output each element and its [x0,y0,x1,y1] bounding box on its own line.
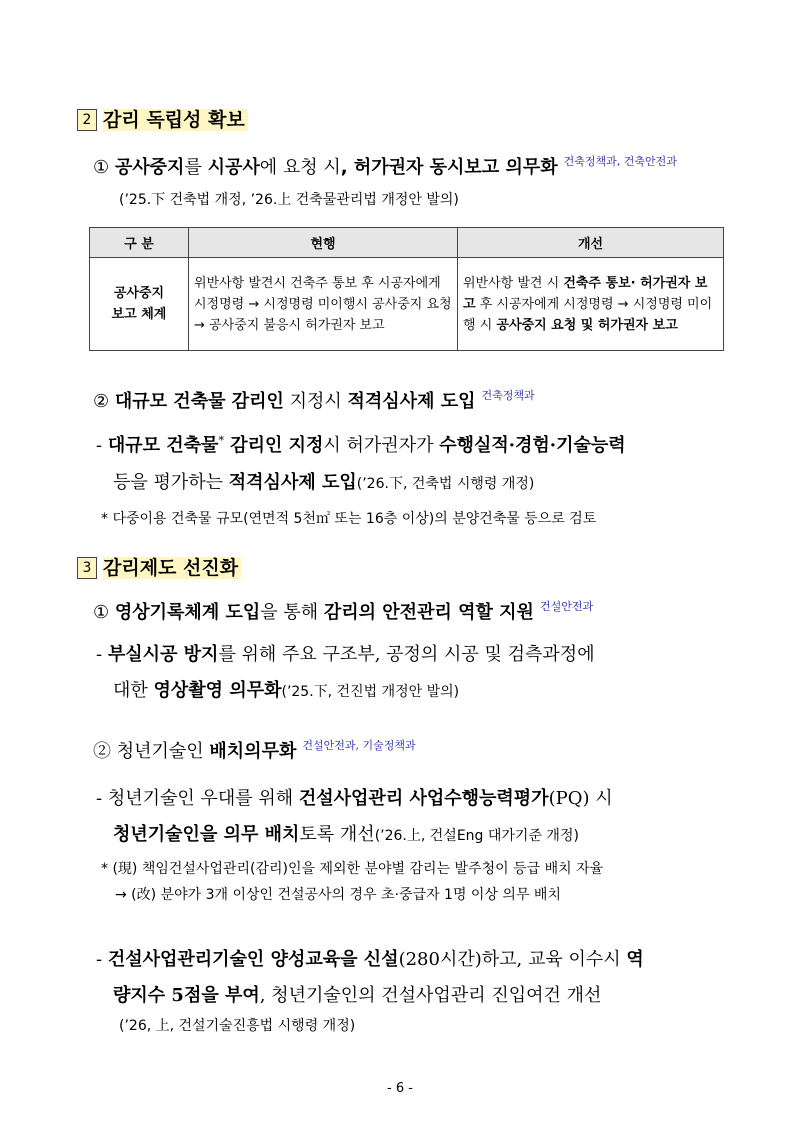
table-row-label [90,258,189,351]
row-label-line: 공사중지 [113,286,165,301]
dash-marker: - [96,435,103,456]
item-text: 를 위해 주요 구조부, 공정의 시공 및 검측과정에 [218,644,595,665]
department-tag: 건설안전과, 기술정책과 [302,739,416,752]
comparison-table [89,227,724,351]
section-title-text: 감리제도 선진화 [103,557,241,579]
table-header-row [90,228,724,258]
cell-text: 후 시공자에게 시정명령 → 시정명령 미이행 시 [463,296,713,333]
cell-bold-text: 공사중지 요청 및 허가권자 보고 [496,317,678,333]
item-video-recording [93,598,593,624]
row-label-line: 보고 체계 [111,307,167,322]
item-text: 을 통해 [260,602,324,623]
item-bold-text: 적격심사제 도입 [347,391,476,412]
item-text: 청년기술인 우대를 위해 [107,788,299,809]
bullet-continuation [113,981,601,1007]
item-bold-text: 적격심사제 도입 [228,472,357,493]
table-header-improved: 개선 [458,228,724,258]
item-bold-text: 건설사업관리기술인 양성교육을 신설 [107,949,399,970]
department-tag: 건축정책과 [481,389,535,402]
item-text: 등을 평가하는 [113,472,229,493]
item-large-building-supervision [93,387,535,413]
item-text: 시 허가권자가 [323,435,440,456]
item-text: 대한 [113,680,154,701]
section-title-text: 감리 독립성 확보 [103,109,248,131]
section-number-box: 3 [77,557,97,579]
table-header-category: 구 분 [90,228,189,258]
section-number-box: 2 [77,109,97,131]
dash-marker: - [96,788,103,809]
bullet-line [96,945,644,971]
cell-bold-text: 건축주 통보· 허가권자 보고 [463,275,708,312]
bullet-line [96,640,595,666]
dash-marker: - [96,949,103,970]
schedule-note: (’26.下, 건축법 시행령 개정) [356,476,535,492]
item-marker: ② [93,741,111,762]
item-text: (280시간)하고, 교육 이수시 [398,949,627,970]
table-cell-improved [458,258,724,351]
item-bold-text: 부실시공 방지 [107,644,219,665]
item-bold-text: 감리인 지정 [223,435,324,456]
item-bold-text: 청년기술인을 의무 배치 [113,824,300,845]
bullet-continuation [113,468,534,494]
item-construction-halt [93,153,677,179]
dash-marker: - [96,644,103,665]
item-bold-text: 영상기록체계 도입 [114,602,261,623]
schedule-note: (’26.上, 건설Eng 대가기준 개정) [374,828,579,844]
bullet-line [96,784,613,810]
bullet-continuation [113,676,459,702]
bullet-continuation [113,820,579,846]
item-bold-text: , 허가권자 동시보고 의무화 [340,157,558,178]
item-marker: ② [93,391,110,412]
item-text: 지정시 [283,391,348,412]
cell-text: 위반사항 발견 시 [463,275,564,291]
item-marker: ① [93,602,110,623]
item-bold-text: 시공사 [207,157,260,178]
item-bold-text: 수행실적·경험·기술능력 [439,435,626,456]
item-bold-text: 대규모 건축물 감리인 [114,391,284,412]
item-marker: ① [93,157,110,178]
table-header-current: 현행 [189,228,458,258]
item-bold-text: 역 [626,949,644,970]
item-young-engineer [93,737,416,763]
item-text: 를 [184,157,208,178]
item-text: 토록 개선 [299,824,375,845]
footnote-marker: * [218,434,224,447]
footnote-continuation: → (改) 분야가 3개 이상인 건설공사의 경우 초·중급자 1명 이상 의무 배치 [115,887,561,903]
table-cell-current: 위반사항 발견시 건축주 통보 후 시공자에게 시정명령 → 시정명령 미이행시 공사중지 요청 → 공사중지 불응시 허가권자 보고 [189,258,458,351]
item-text: (PQ) 시 [548,788,613,809]
table-row [90,258,724,351]
item-text: , 청년기술인의 건설사업관리 진입여건 개선 [259,985,602,1006]
schedule-note: (’26, 上, 건설기술진흥법 시행령 개정) [119,1018,356,1034]
section-title-advancement [77,553,241,580]
item-bold-text: 량지수 5점을 부여 [113,985,260,1006]
item-bold-text: 공사중지 [114,157,185,178]
department-tag: 건축정책과, 건축안전과 [563,155,677,168]
page-number: - 6 - [387,1081,413,1096]
item-bold-text: 건설사업관리 사업수행능력평가 [298,788,549,809]
item-schedule-note: (’25.下 건축법 개정, ’26.上 건축물관리법 개정안 발의) [119,192,459,208]
section-title-independence [77,105,248,132]
item-bold-text: 배치의무화 [209,741,297,762]
item-bold-text: 영상촬영 의무화 [153,680,282,701]
item-text: 청년기술인 [116,741,210,762]
item-text: 에 요청 시 [259,157,341,178]
bullet-line [96,431,626,457]
schedule-note: (’25.下, 건진법 개정안 발의) [281,684,460,700]
item-bold-text: 감리의 안전관리 역할 지원 [323,602,534,623]
footnote: * (現) 책임건설사업관리(감리)인을 제외한 분야별 감리는 발주청이 등급 배치 자율 [101,861,604,877]
department-tag: 건설안전과 [539,600,594,613]
footnote: * 다중이용 건축물 규모(연면적 5천㎡ 또는 16층 이상)의 분양건축물 등으로 검토 [101,511,597,527]
item-bold-text: 대규모 건축물 [107,435,219,456]
